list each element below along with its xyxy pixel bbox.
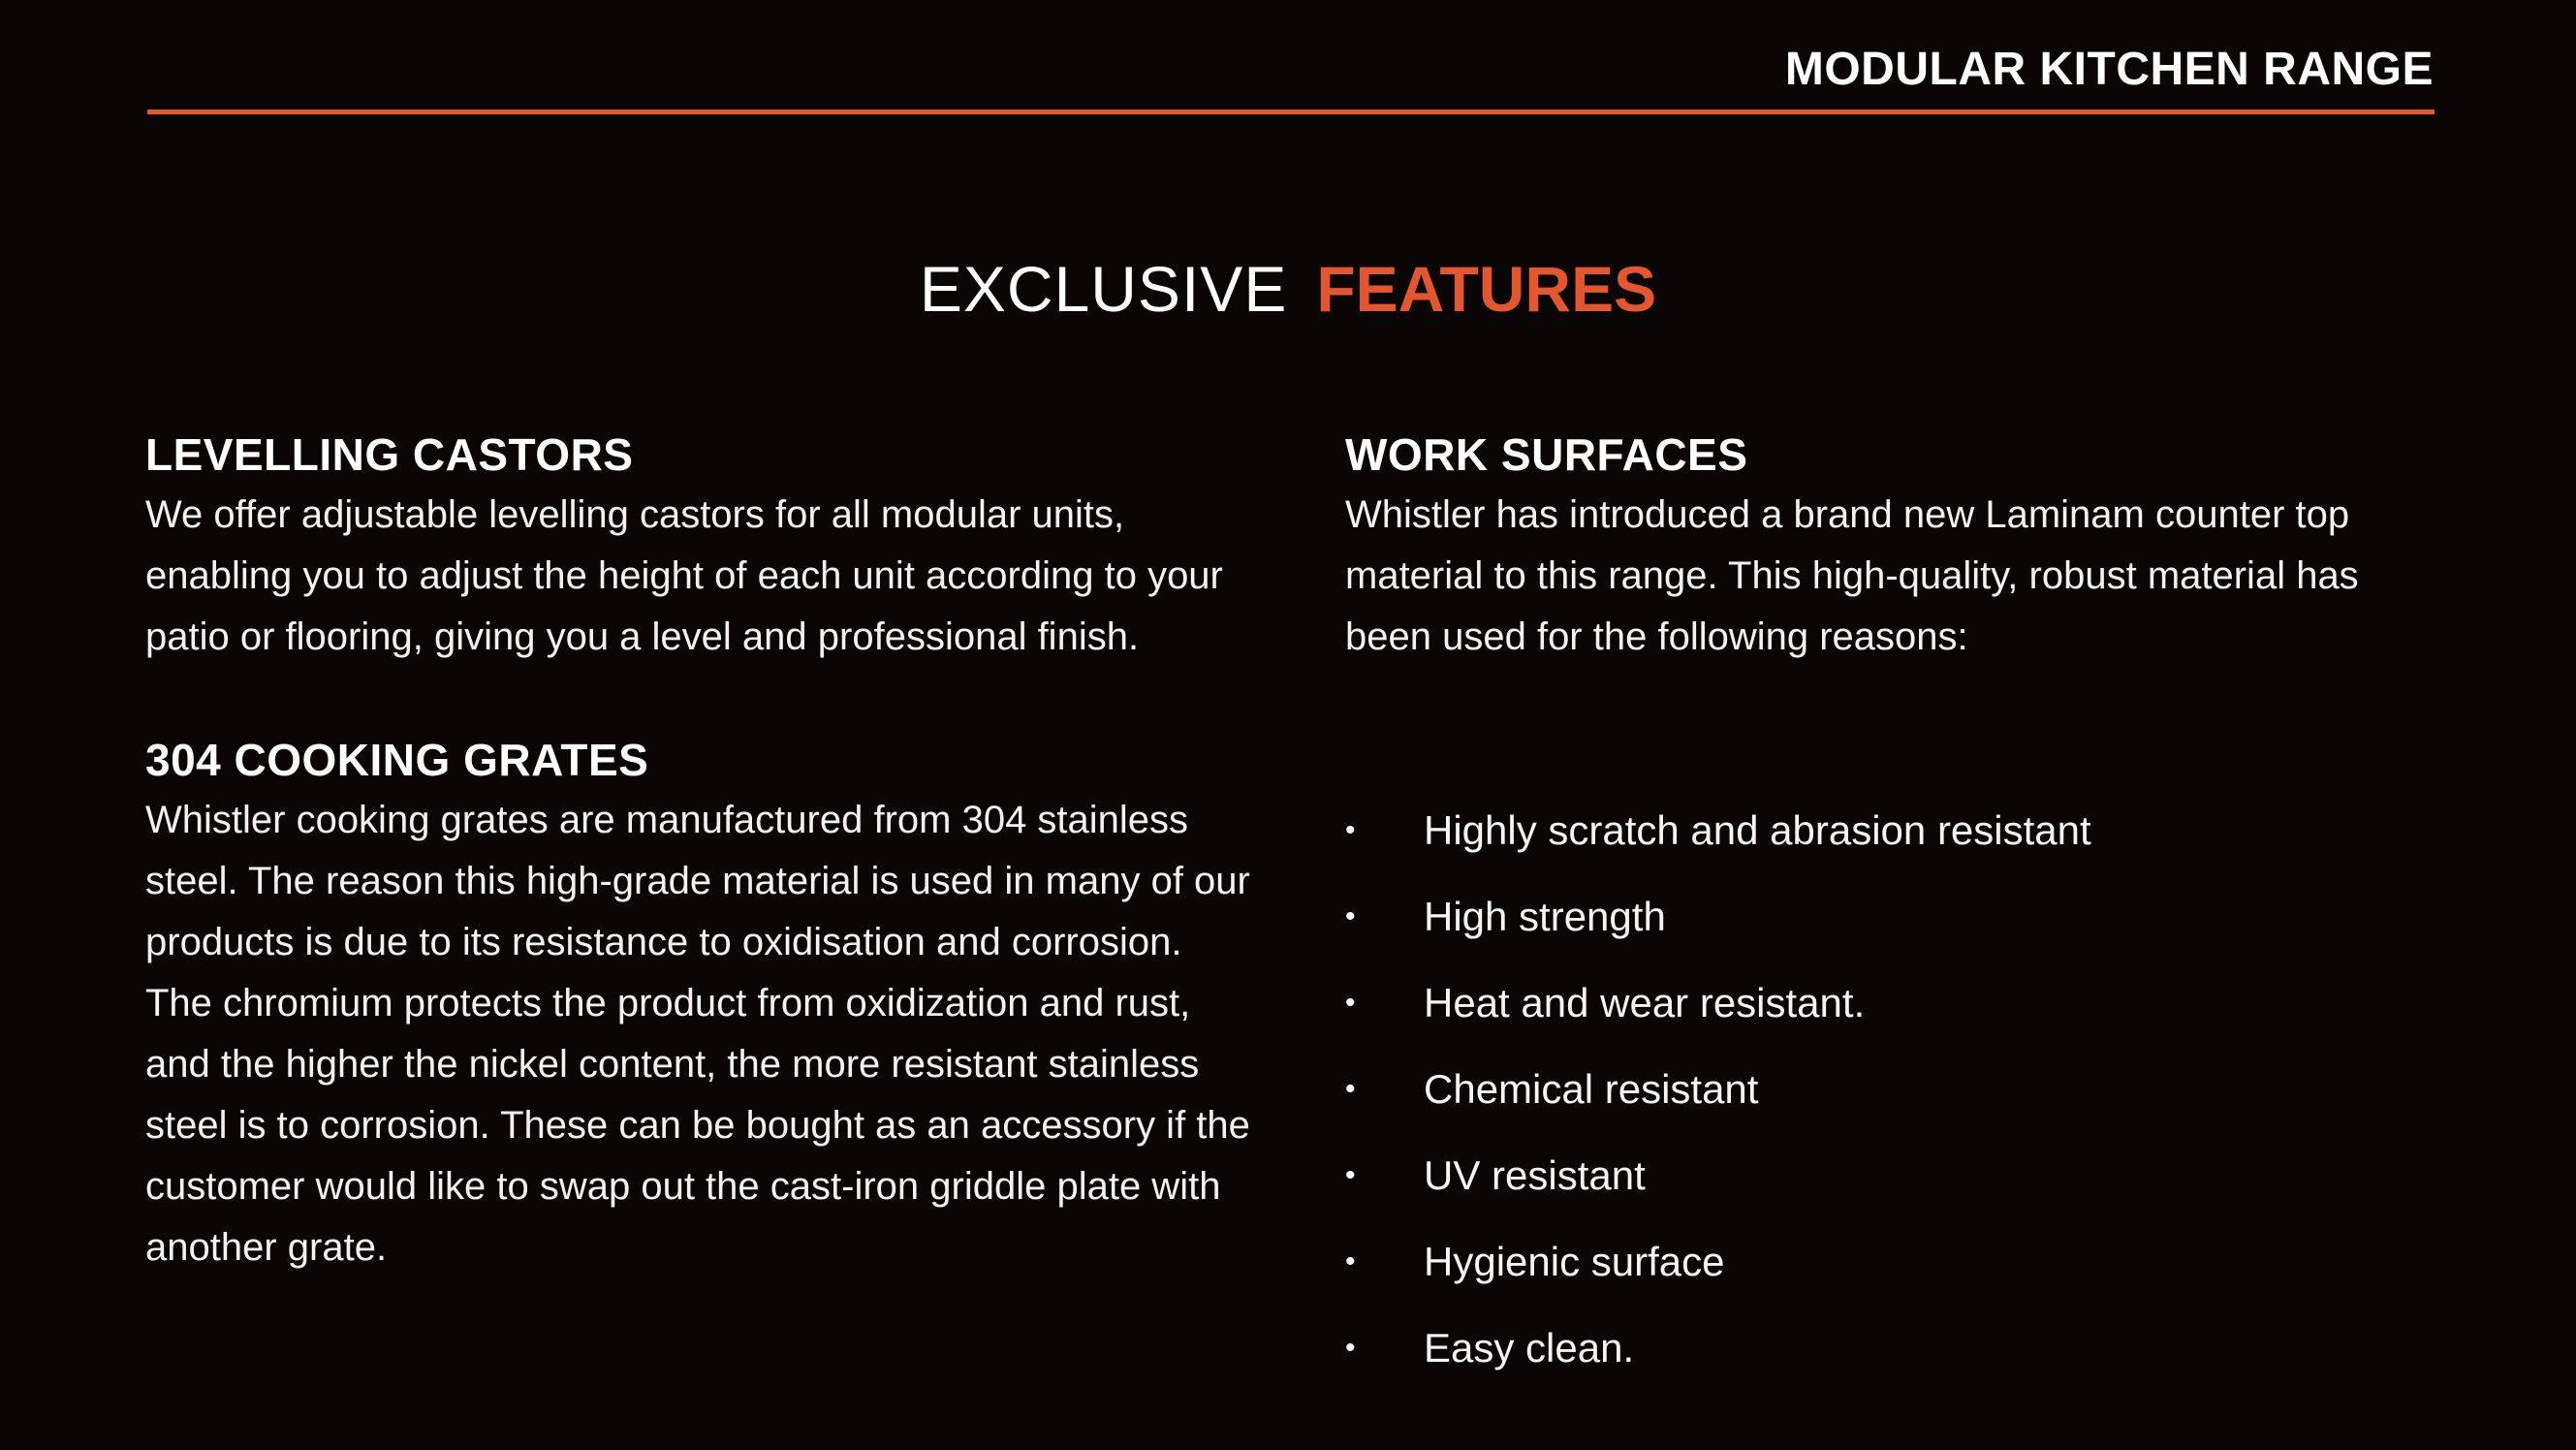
main-heading-accent: FEATURES (1316, 253, 1657, 325)
bullet-icon: • (1345, 1245, 1356, 1277)
section-title: LEVELLING CASTORS (145, 429, 634, 480)
bullet-icon: • (1345, 1159, 1356, 1191)
list-item (1345, 1132, 2091, 1218)
header-divider (147, 110, 2435, 114)
bullet-icon: • (1345, 900, 1356, 932)
main-heading-light: EXCLUSIVE (919, 253, 1288, 325)
list-item (1345, 1305, 2091, 1391)
section-body: We offer adjustable levelling castors for all modular units, enabling you to adjust the height of each unit according to your patio or flooring, giving you a level and professional finish. (145, 493, 1223, 658)
list-item-label: Highly scratch and abrasion resistant (1424, 807, 2091, 853)
bullet-icon: • (1345, 1073, 1356, 1105)
section-title: WORK SURFACES (1345, 429, 1748, 480)
list-item-label: Heat and wear resistant. (1424, 980, 1866, 1025)
left-column (145, 425, 1250, 1278)
bullet-icon: • (1345, 814, 1356, 846)
list-item-label: High strength (1424, 894, 1666, 939)
list-item (1345, 873, 2091, 960)
list-item (1345, 1046, 2091, 1132)
list-item-label: Chemical resistant (1424, 1066, 1759, 1112)
right-column (1345, 425, 2450, 668)
bullet-icon: • (1345, 1332, 1356, 1364)
section-levelling-castors (145, 425, 1250, 668)
header-title: MODULAR KITCHEN RANGE (1784, 44, 2434, 95)
bullet-icon: • (1345, 987, 1356, 1019)
list-item-label: UV resistant (1424, 1152, 1646, 1198)
section-work-surfaces (1345, 425, 2450, 668)
section-body: Whistler cooking grates are manufactured from 304 stainless steel. The reason this high-grade material is used in many of our products is due to its resistance to oxidisation and corrosion. The chromium protects the product from oxidization and rust, and the higher the nickel content, the more resistant stainless steel is to corrosion. These can be bought as an accessory if the customer would like to swap out the cast-iron griddle plate with another grate. (145, 799, 1250, 1269)
section-body: Whistler has introduced a brand new Laminam counter top material to this range. This high-quality, robust material has been used for the following reasons: (1345, 493, 2359, 658)
list-item (1345, 787, 2091, 873)
section-title: 304 COOKING GRATES (145, 735, 649, 785)
list-item-label: Easy clean. (1424, 1325, 1635, 1371)
feature-list (1345, 787, 2091, 1391)
list-item (1345, 1218, 2091, 1305)
list-item (1345, 960, 2091, 1046)
section-cooking-grates (145, 730, 1250, 1278)
main-heading (0, 250, 2576, 328)
list-item-label: Hygienic surface (1424, 1239, 1725, 1284)
